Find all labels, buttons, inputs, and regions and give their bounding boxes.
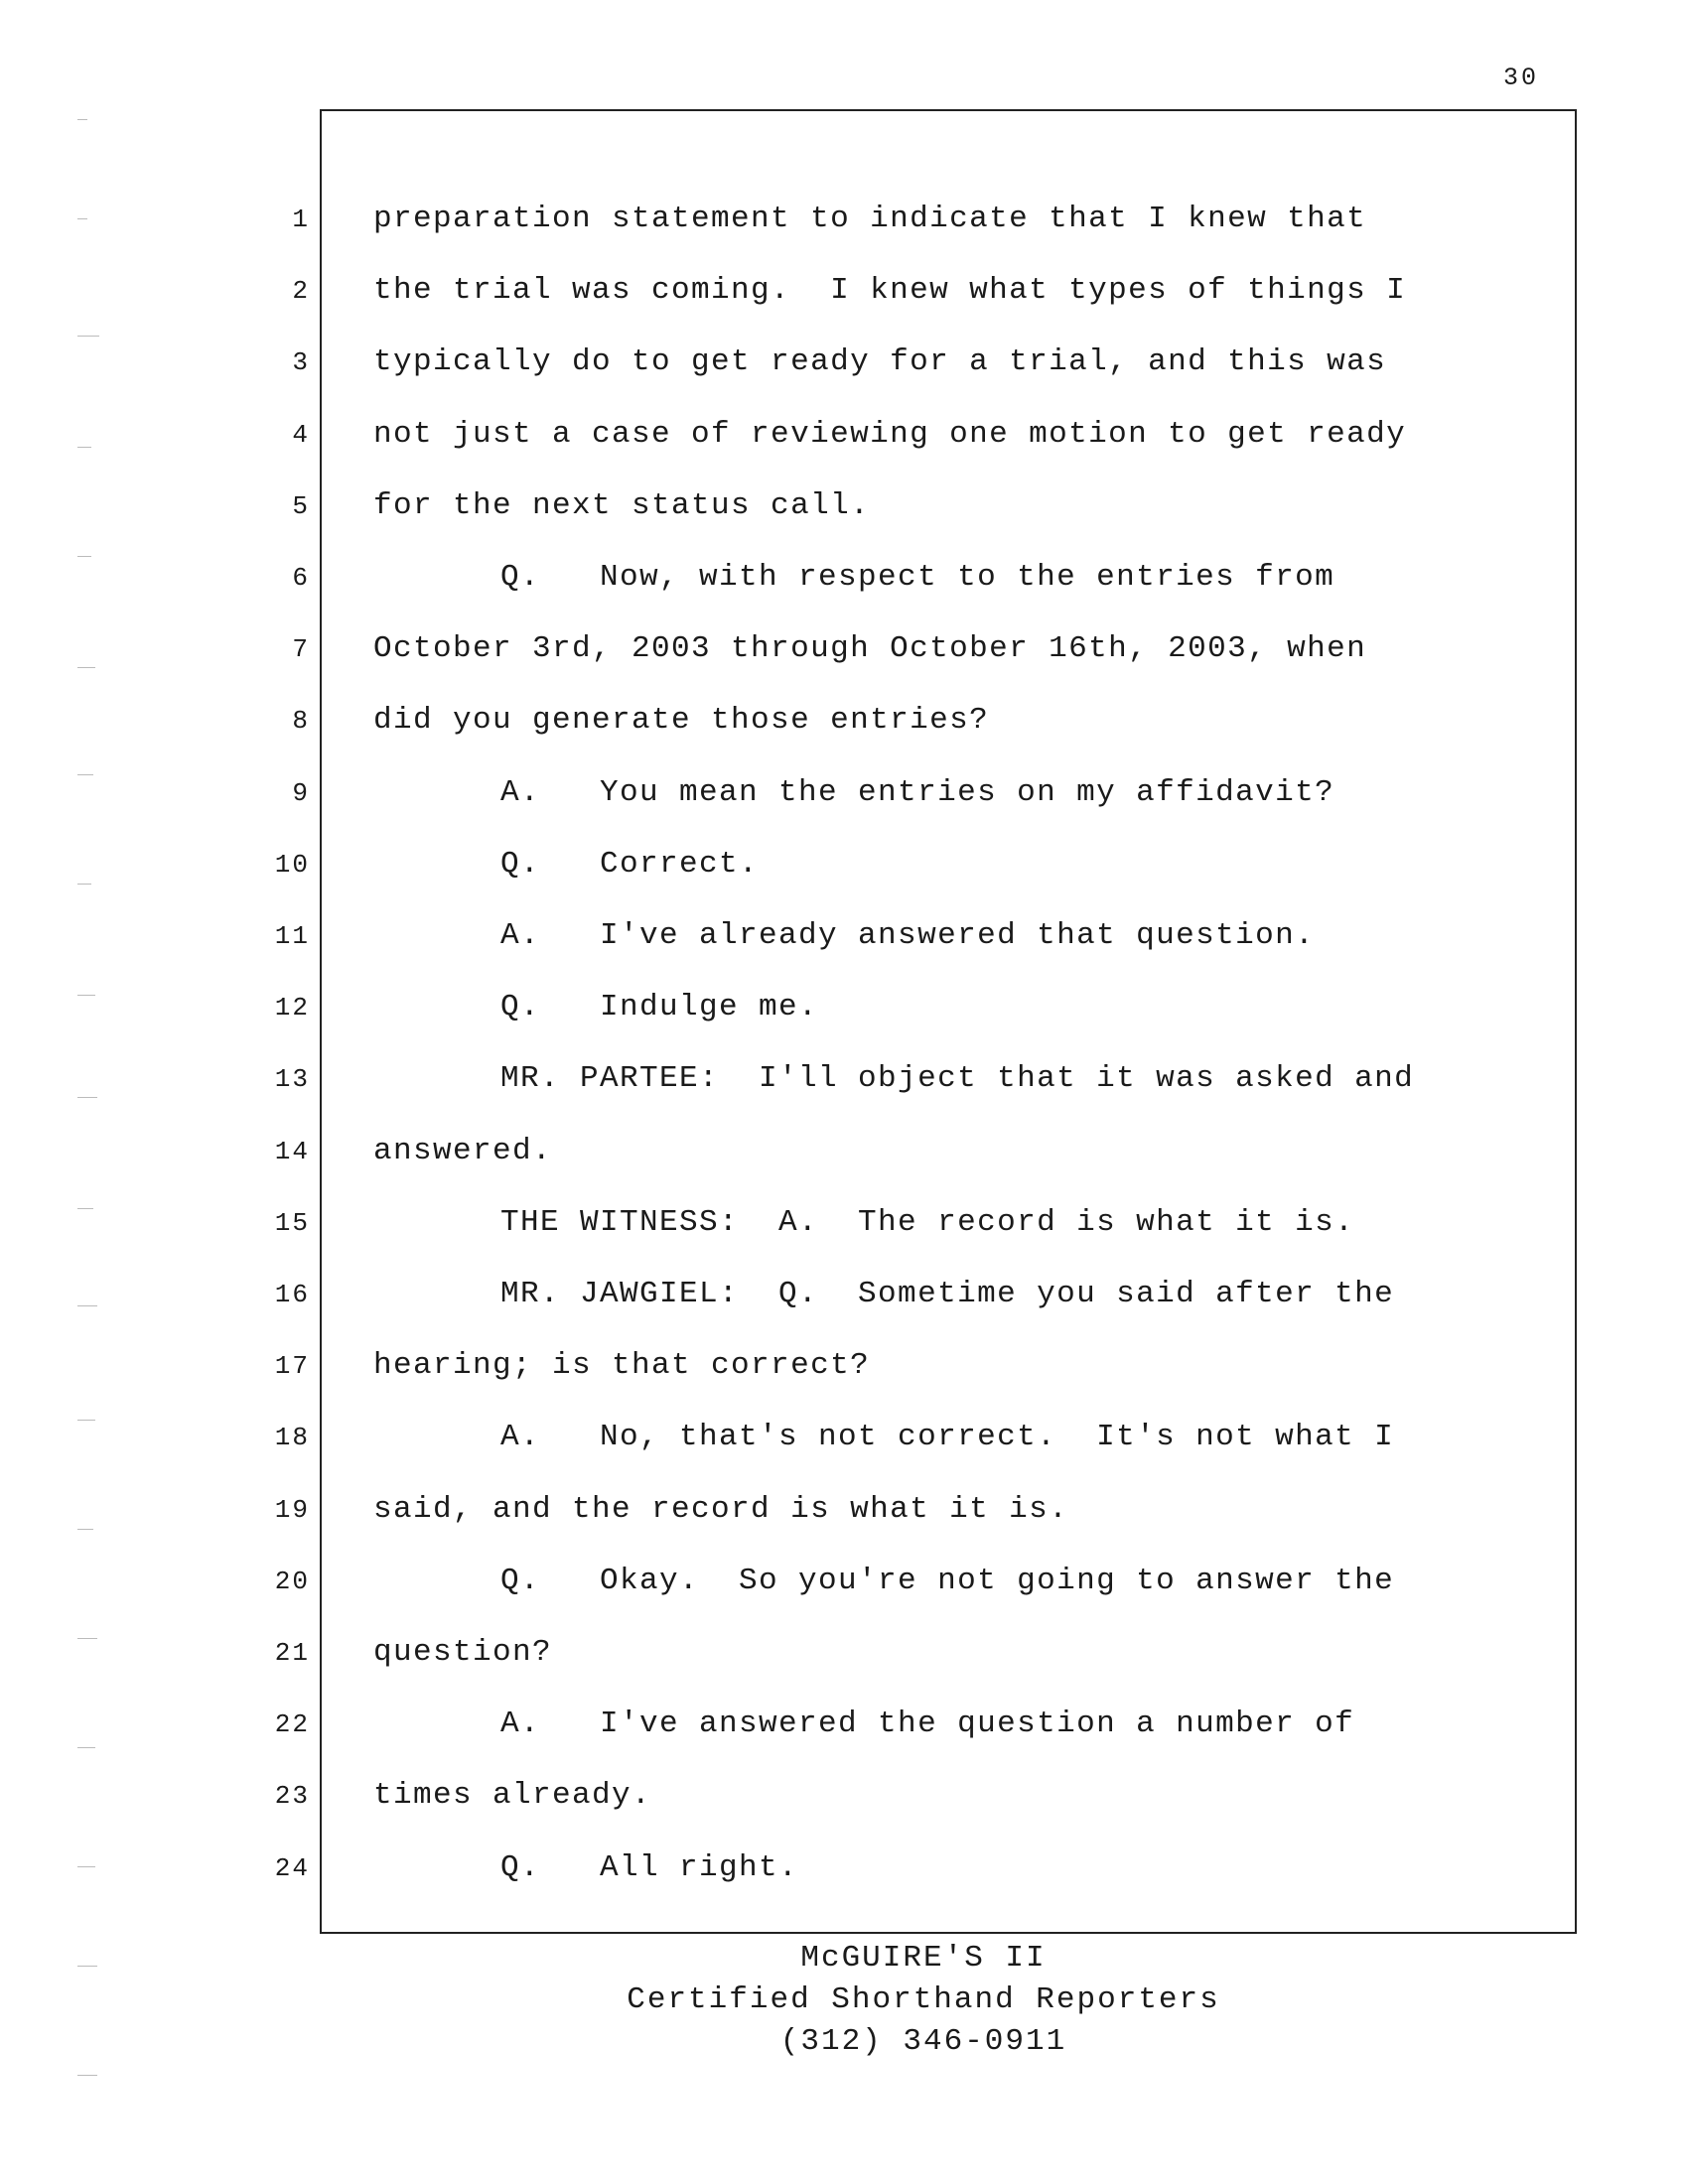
margin-tick [77,447,91,448]
line-number: 23 [274,1781,310,1812]
margin-tick [77,218,87,219]
transcript-line [0,338,1684,387]
line-number: 18 [274,1423,310,1453]
margin-tick [77,884,91,885]
line-number: 5 [292,490,310,521]
line-text: MR. JAWGIEL: Q. Sometime you said after the [500,1277,1395,1311]
line-number: 14 [274,1136,310,1166]
line-text: MR. PARTEE: I'll object that it was asked and [500,1061,1415,1097]
margin-tick [77,1529,93,1530]
margin-tick [77,1966,97,1967]
line-number: 9 [292,777,310,808]
transcript-line [0,840,1684,889]
line-number: 22 [274,1709,310,1740]
margin-tick [77,1638,97,1639]
line-number: 2 [292,276,310,307]
transcript-line [0,481,1684,531]
line-text: Q. All right. [500,1849,799,1885]
transcript-line [0,1700,1684,1749]
transcript-line [0,1413,1684,1462]
line-text: October 3rd, 2003 through October 16th, 2003, when [373,631,1367,667]
reporter-footer [0,1938,1684,2063]
margin-tick [77,667,95,668]
line-number: 11 [274,921,310,951]
margin-tick [77,1208,93,1209]
margin-tick [77,1866,95,1867]
line-number: 17 [274,1351,310,1382]
line-number: 13 [274,1064,310,1095]
margin-tick [77,556,91,557]
line-text: preparation statement to indicate that I knew that [373,202,1367,236]
line-number: 6 [292,563,310,593]
line-text: A. No, that's not correct. It's not what I [500,1420,1395,1455]
line-text: hearing; is that correct? [373,1348,871,1384]
reporter-phone: (312) 346-0911 [779,2024,1067,2059]
transcript-line [0,1054,1684,1104]
margin-tick [77,774,93,775]
margin-tick [77,995,95,996]
line-number: 12 [274,993,310,1024]
transcript-line [0,195,1684,244]
margin-tick [77,1305,97,1306]
transcript-line [0,1270,1684,1319]
line-number: 10 [274,849,310,880]
line-text: the trial was coming. I knew what types of things I [373,273,1407,309]
line-number: 7 [292,634,310,665]
line-text: A. I've already answered that question. [500,918,1316,953]
transcript-line [0,1341,1684,1391]
transcript-line [0,911,1684,961]
line-text: answered. [373,1133,553,1168]
transcript-line [0,1485,1684,1535]
line-text: typically do to get ready for a trial, and this was [373,344,1387,380]
transcript-line [0,1771,1684,1821]
margin-tick [77,1747,95,1748]
transcript-line [0,1843,1684,1893]
line-number: 21 [274,1638,310,1668]
line-text: times already. [373,1778,652,1814]
line-number: 8 [292,706,310,737]
line-number: 4 [292,419,310,450]
line-number: 19 [274,1494,310,1525]
line-number: 24 [274,1852,310,1883]
transcript-line [0,266,1684,316]
line-text: A. You mean the entries on my affidavit? [500,774,1335,810]
line-number: 15 [274,1207,310,1238]
transcript-line [0,624,1684,674]
line-number: 20 [274,1566,310,1596]
transcript-line [0,983,1684,1032]
line-number: 1 [292,205,310,234]
line-text: did you generate those entries? [373,703,990,739]
margin-tick [77,2075,97,2076]
reporter-title: Certified Shorthand Reporters [627,1982,1220,2017]
transcript-line [0,696,1684,746]
transcript-line [0,1557,1684,1606]
transcript-line [0,1198,1684,1248]
line-text: Q. Now, with respect to the entries from [500,560,1335,595]
reporter-name: McGUIRE'S II [800,1941,1047,1976]
line-text: Q. Correct. [500,846,760,882]
transcript-line [0,410,1684,460]
line-text: not just a case of reviewing one motion to get ready [373,416,1407,452]
line-text: for the next status call. [373,487,871,523]
page-number: 30 [1502,64,1539,92]
line-text: Q. Okay. So you're not going to answer the [500,1563,1395,1598]
line-number: 16 [274,1280,310,1309]
line-text: question? [373,1635,553,1670]
line-text: THE WITNESS: A. The record is what it is. [500,1204,1355,1240]
margin-tick [77,1420,95,1421]
line-text: A. I've answered the question a number of [500,1706,1355,1742]
margin-tick [77,1097,97,1098]
line-number: 3 [292,347,310,378]
line-text: said, and the record is what it is. [373,1491,1069,1527]
margin-tick [77,119,87,120]
transcript-line [0,1127,1684,1176]
margin-tick [77,336,99,337]
transcript-line [0,1628,1684,1678]
transcript-line [0,768,1684,818]
scan-margin-marks [77,119,107,2105]
line-text: Q. Indulge me. [500,990,819,1025]
transcript-line [0,553,1684,603]
